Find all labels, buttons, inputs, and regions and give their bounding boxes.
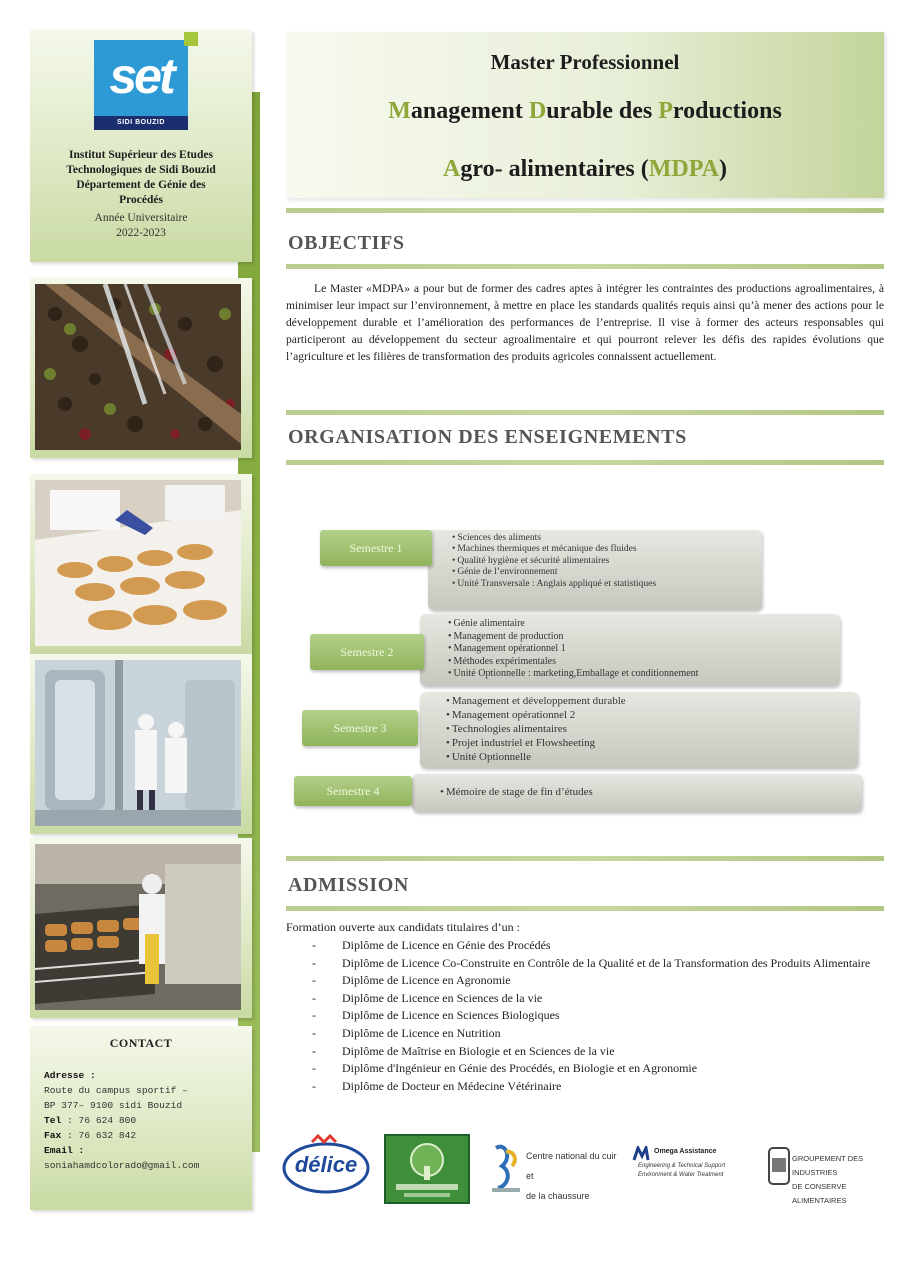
organisation-title: ORGANISATION DES ENSEIGNEMENTS [288, 426, 687, 448]
semester-4-badge: Semestre 4 [294, 776, 412, 806]
semester-2-items: • Génie alimentaire • Management de production • Management opérationnel 1 • Méthodes expérimentales • Unité Optionnelle : marketing,Emballage et conditionnement [448, 618, 834, 681]
photo-card-biscuits [30, 474, 252, 654]
divider [286, 906, 884, 911]
semester-1-items: • Sciences des aliments • Machines thermiques et mécanique des fluides • Qualité hygiène et sécurité alimentaires • Génie de l’environnement • Unité Transversale : Anglais appliqué et statistiques [452, 532, 752, 589]
logo-corner-square [184, 32, 198, 46]
omega-subtitle: Engineering & Technical Support Environment & Water Treatment [638, 1163, 726, 1178]
list-item: - Diplôme de Maîtrise en Biologie et en Sciences de la vie [312, 1043, 882, 1061]
bakery-image [35, 844, 241, 1010]
semester-3-items: • Management et développement durable • Management opérationnel 2 • Technologies alimentaires • Projet industriel et Flowsheeting • Unité Optionnelle [446, 694, 846, 764]
list-item: - Diplôme de Licence Co-Construite en Contrôle de la Qualité et de la Transformation des Produits Alimentaire [312, 955, 882, 973]
list-item: - Diplôme de Licence en Nutrition [312, 1025, 882, 1043]
address-line-1: Route du campus sportif – [44, 1085, 188, 1096]
logo-subtitle: SIDI BOUZID [117, 119, 165, 126]
address-label: Adresse : [44, 1070, 96, 1081]
admission-title: ADMISSION [288, 874, 409, 896]
address-line-2: BP 377– 9100 sidi Bouzid [44, 1100, 183, 1111]
omega-logo [630, 1144, 748, 1188]
admission-intro: Formation ouverte aux candidats titulaires d’un : [286, 920, 520, 934]
list-item: - Diplôme de Licence en Sciences de la vie [312, 990, 882, 1008]
tel-label: Tel [44, 1115, 62, 1126]
divider [286, 856, 884, 861]
photo-card-olives [30, 278, 252, 458]
fax-label: Fax [44, 1130, 62, 1141]
delice-text: délice [294, 1152, 358, 1177]
sidebar [30, 30, 262, 1210]
photo-card-bakery [30, 838, 252, 1018]
list-item: - Diplôme de Licence en Agronomie [312, 972, 882, 990]
biscuits-image [35, 480, 241, 646]
header-line-1: Master Professionnel [490, 50, 680, 74]
contact-title: CONTACT [109, 1036, 173, 1050]
olives-image [35, 284, 241, 450]
fax-value: : 76 632 842 [67, 1130, 137, 1141]
header-line-3: Agro- alimentaires (MDPA) [443, 156, 727, 182]
contact-details [44, 1068, 248, 1173]
divider [286, 410, 884, 415]
delice-logo [282, 1134, 370, 1196]
semester-2-badge: Semestre 2 [310, 634, 424, 670]
semester-3-badge: Semestre 3 [302, 710, 418, 746]
cnc-text: Centre national du cuir et de la chaussure [526, 1151, 617, 1201]
omega-title: Omega Assistance [654, 1148, 717, 1155]
divider [286, 460, 884, 465]
list-item: - Diplôme de Docteur en Médecine Vétérinaire [312, 1078, 882, 1096]
photo-card-factory [30, 654, 252, 834]
email-value: soniahamdcolorado@gmail.com [44, 1160, 200, 1171]
tel-value: : 76 624 800 [67, 1115, 137, 1126]
institute-name: Institut Supérieur des Etudes Technologiques de Sidi Bouzid Département de Génie des Procédés [66, 149, 216, 206]
gic-text: GROUPEMENT DES INDUSTRIES DE CONSERVE ALIMENTAIRES [792, 1154, 864, 1205]
academic-year: Année Universitaire 2022-2023 [94, 212, 188, 239]
list-item: - Diplôme de Licence en Sciences Biologiques [312, 1007, 882, 1025]
email-label: Email : [44, 1145, 85, 1156]
divider [286, 264, 884, 269]
logo-text: set [109, 48, 173, 104]
semester-4-items: • Mémoire de stage de fin d’études [440, 786, 840, 799]
cnc-logo [490, 1140, 620, 1201]
objectifs-title: OBJECTIFS [288, 232, 405, 254]
list-item: - Diplôme de Licence en Génie des Procédés [312, 937, 882, 955]
divider [286, 208, 884, 213]
institute-card [30, 30, 252, 262]
admission-list [312, 937, 882, 1095]
iset-logo [94, 40, 188, 130]
program-header [286, 32, 884, 198]
green-partner-logo [384, 1134, 470, 1204]
factory-image [35, 660, 241, 826]
gic-logo [764, 1138, 884, 1205]
objectifs-text: Le Master «MDPA» a pour but de former des cadres aptes à intégrer les contraintes des productions agroalimentaires, à minimiser leur impact sur l’environnement, à mettre en place les standards qualités requis ainsi qu’à mener des actions pour le développement durable et l’amélioration des performances de l’entreprise. Il vise à former des acteurs responsables qui participeront au développement du secteur agroalimentaire et qui pourront relever les défis des rapides évolutions que l’agriculture et les filières de transformation des produits agricoles connaissent actuellement. [286, 282, 884, 363]
contact-card [30, 1026, 252, 1210]
list-item: - Diplôme d'Ingénieur en Génie des Procédés, en Biologie et en Agronomie [312, 1060, 882, 1078]
header-line-2: Management Durable des Productions [388, 98, 782, 124]
semester-1-badge: Semestre 1 [320, 530, 432, 566]
